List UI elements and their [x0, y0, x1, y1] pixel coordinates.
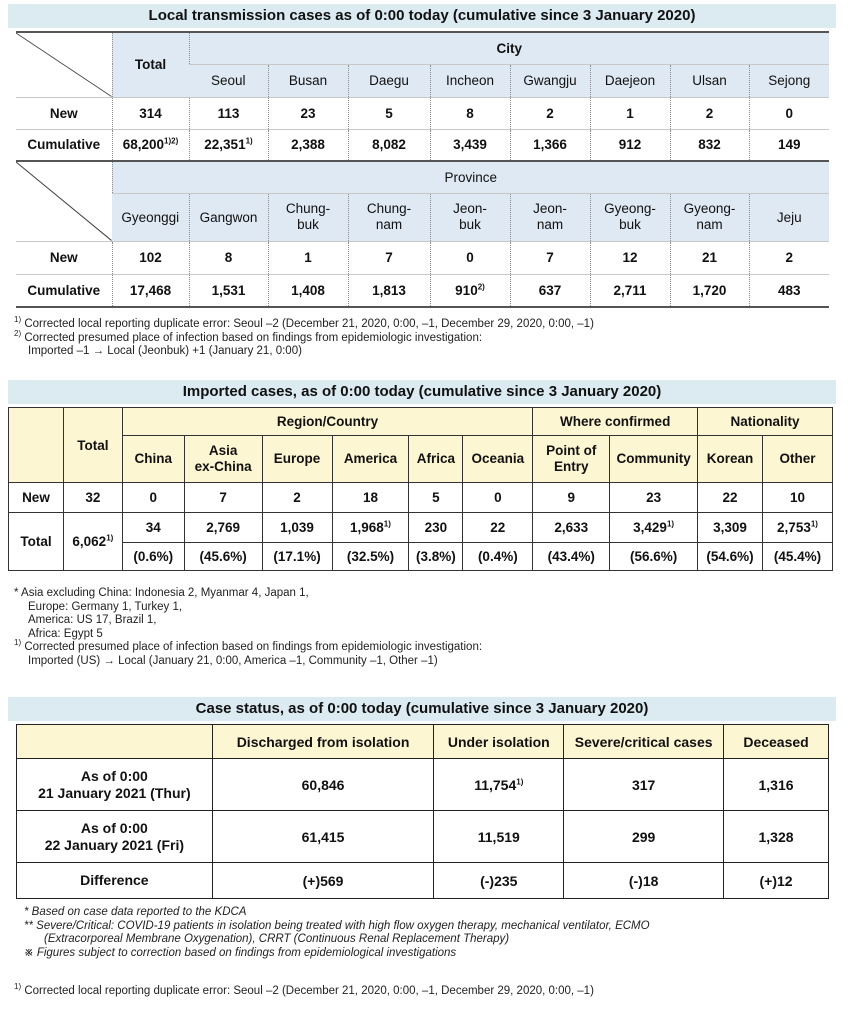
status-value: 317: [564, 759, 724, 811]
footnote-line: Imported –1 → Local (Jeonbuk) +1 (January 21, 0:00): [28, 345, 302, 357]
imported-total-value: 6,062$^{1)}$: [63, 513, 122, 571]
province-new-value: 0: [430, 241, 510, 274]
province-new-label: New: [16, 241, 112, 274]
imported-total-count: 34: [122, 513, 184, 543]
imported-column-header: America: [332, 436, 409, 483]
status-row-label: As of 0:00 21 January 2021 (Thur): [17, 759, 213, 811]
imported-footnotes: [14, 587, 482, 668]
province-name: Jeju: [749, 193, 829, 241]
imported-total-count: 3,429$^{1)}$: [610, 513, 698, 543]
province-name: Gyeong- buk: [590, 193, 670, 241]
nationality-header: Nationality: [698, 408, 833, 436]
city-cumulative-value: $68,200^{1)2)}$: [112, 129, 189, 161]
province-name: Gangwon: [189, 193, 268, 241]
city-cumulative-value: 22,351$^{1)}$: [189, 129, 268, 161]
imported-new-value: 9: [533, 483, 610, 513]
status-row-label: Difference: [17, 863, 213, 899]
status-column-header: Severe/critical cases: [564, 725, 724, 759]
imported-new-value: 32: [63, 483, 122, 513]
province-new-value: 1: [268, 241, 348, 274]
status-value: 60,846: [212, 759, 434, 811]
status-section-title: Case status, as of 0:00 today (cumulative since 3 January 2020): [8, 697, 836, 721]
imported-total-percent: (43.4%): [533, 543, 610, 571]
status-footnotes: [14, 906, 650, 960]
imported-new-value: 18: [332, 483, 409, 513]
imported-new-value: 7: [184, 483, 262, 513]
province-name: Chung- buk: [268, 193, 348, 241]
imported-total-count: 1,039: [262, 513, 332, 543]
province-name: Chung- nam: [348, 193, 430, 241]
province-cumulative-value: 637: [510, 274, 590, 307]
province-cumulative-value: 2,711: [590, 274, 670, 307]
province-cumulative-value: 1,720: [670, 274, 749, 307]
status-corner: [17, 725, 213, 759]
city-new-value: 314: [112, 97, 189, 129]
province-header: Province: [112, 161, 829, 193]
imported-corner: [9, 408, 64, 483]
imported-new-value: 23: [610, 483, 698, 513]
status-value: 1,328: [724, 811, 829, 863]
imported-new-value: 22: [698, 483, 763, 513]
imported-total-count: 230: [409, 513, 463, 543]
city-new-value: 2: [670, 97, 749, 129]
imported-total-percent: (54.6%): [698, 543, 763, 571]
footnote-line: * Asia excluding China: Indonesia 2, Myanmar 4, Japan 1,: [14, 587, 309, 599]
status-note-line: ※ Figures subject to correction based on findings from epidemiological investigations: [24, 946, 457, 959]
imported-total-percent: (45.4%): [763, 543, 833, 571]
province-new-value: 8: [189, 241, 268, 274]
province-cumulative-value: 1,813: [348, 274, 430, 307]
province-new-value: 2: [749, 241, 829, 274]
province-cumulative-value: 1,531: [189, 274, 268, 307]
status-row-label: As of 0:00 22 January 2021 (Fri): [17, 811, 213, 863]
imported-total-percent: (32.5%): [332, 543, 409, 571]
city-cumulative-value: 912: [590, 129, 670, 161]
footnote-line: $^{1)}$ Corrected local reporting duplicate error: Seoul –2 (December 21, 2020, 0:00, –1, December 29, 2020, 0:00, –1): [14, 315, 594, 330]
province-name: Jeon- buk: [430, 193, 510, 241]
local-cases-table: [16, 31, 829, 308]
status-value: 1,316: [724, 759, 829, 811]
imported-total-count: 2,633: [533, 513, 610, 543]
imported-column-header: Other: [763, 436, 833, 483]
case-status-table: [16, 724, 829, 899]
imported-section-title: Imported cases, as of 0:00 today (cumulative since 3 January 2020): [8, 380, 836, 404]
imported-column-header: China: [122, 436, 184, 483]
imported-column-header: Community: [610, 436, 698, 483]
province-cumulative-value: 483: [749, 274, 829, 307]
status-note-line: * Based on case data reported to the KDCA: [24, 906, 247, 918]
city-cumulative-value: 2,388: [268, 129, 348, 161]
status-value: 61,415: [212, 811, 434, 863]
imported-new-value: 5: [409, 483, 463, 513]
city-cumulative-label: Cumulative: [16, 129, 112, 161]
imported-total-percent: (56.6%): [610, 543, 698, 571]
province-new-value: 7: [348, 241, 430, 274]
status-note-line: ** Severe/Critical: COVID-19 patients in isolation being treated with high flow oxygen therapy, mechanical ventilator, ECMO: [24, 919, 650, 932]
footnote-line: $^{2)}$ Corrected presumed place of infection based on findings from epidemiologic investigation:: [14, 328, 483, 344]
province-name: Gyeonggi: [112, 193, 189, 241]
city-cumulative-value: 3,439: [430, 129, 510, 161]
imported-cases-table: [8, 407, 833, 571]
status-column-header: Under isolation: [434, 725, 564, 759]
imported-new-label: New: [9, 483, 64, 513]
status-column-header: Deceased: [724, 725, 829, 759]
status-value: (+)12: [724, 863, 829, 899]
city-name-seoul: Seoul: [189, 64, 268, 97]
status-value: 11,519: [434, 811, 564, 863]
imported-new-value: 10: [763, 483, 833, 513]
imported-total-count: 3,309: [698, 513, 763, 543]
city-new-value: 23: [268, 97, 348, 129]
province-new-value: 102: [112, 241, 189, 274]
city-new-label: New: [16, 97, 112, 129]
city-name-ulsan: Ulsan: [670, 64, 749, 97]
imported-column-header: Oceania: [463, 436, 533, 483]
status-value: (-)235: [434, 863, 564, 899]
city-cumulative-value: 832: [670, 129, 749, 161]
imported-total-row-label: Total: [9, 513, 64, 571]
status-value: (-)18: [564, 863, 724, 899]
footnote-line: Africa: Egypt 5: [28, 627, 103, 640]
footnote-line: America: US 17, Brazil 1,: [28, 614, 157, 626]
city-name-daegu: Daegu: [348, 64, 430, 97]
imported-column-header: Asia ex-China: [184, 436, 262, 483]
status-column-header: Discharged from isolation: [212, 725, 434, 759]
province-name: Jeon- nam: [510, 193, 590, 241]
status-note-line: (Extracorporeal Membrane Oxygenation), CRRT (Continuous Renal Replacement Therapy): [44, 933, 510, 945]
footnote-line: $^{1)}$ Corrected presumed place of infection based on findings from epidemiologic investigation:: [14, 638, 483, 653]
local-city-corner: [16, 32, 112, 97]
imported-column-header: Korean: [698, 436, 763, 483]
city-new-value: 8: [430, 97, 510, 129]
footnote-line: Europe: Germany 1, Turkey 1,: [28, 600, 183, 613]
imported-total-percent: (3.8%): [409, 543, 463, 571]
city-new-value: 2: [510, 97, 590, 129]
city-cumulative-value: 8,082: [348, 129, 430, 161]
province-cumulative-label: Cumulative: [16, 274, 112, 307]
imported-new-value: 0: [463, 483, 533, 513]
city-name-busan: Busan: [268, 64, 348, 97]
city-new-value: 5: [348, 97, 430, 129]
status-value: 11,754$^{1)}$: [434, 759, 564, 811]
imported-total-percent: (17.1%): [262, 543, 332, 571]
city-name-incheon: Incheon: [430, 64, 510, 97]
imported-new-value: 2: [262, 483, 332, 513]
city-new-value: 0: [749, 97, 829, 129]
status-value: (+)569: [212, 863, 434, 899]
local-section-title: Local transmission cases as of 0:00 today (cumulative since 3 January 2020): [8, 4, 836, 28]
city-cumulative-value: 149: [749, 129, 829, 161]
province-cumulative-value: 17,468: [112, 274, 189, 307]
imported-total-count: 2,753$^{1)}$: [763, 513, 833, 543]
footnote-line: Imported (US) → Local (January 21, 0:00, America –1, Community –1, Other –1): [28, 654, 438, 667]
status-footnote: $^{1)}$ Corrected local reporting duplicate error: Seoul –2 (December 21, 2020, 0:00, –1, December 29, 2020, 0:00, –1): [14, 982, 594, 997]
imported-total-count: 2,769: [184, 513, 262, 543]
province-name: Gyeong- nam: [670, 193, 749, 241]
imported-total-percent: (0.4%): [463, 543, 533, 571]
city-new-value: 113: [189, 97, 268, 129]
city-new-value: 1: [590, 97, 670, 129]
local-total-header: Total: [112, 32, 189, 97]
city-name-sejong: Sejong: [749, 64, 829, 97]
imported-total-percent: (45.6%): [184, 543, 262, 571]
imported-column-header: Point of Entry: [533, 436, 610, 483]
city-cumulative-value: 1,366: [510, 129, 590, 161]
imported-total-count: 1,968$^{1)}$: [332, 513, 409, 543]
local-footnotes: [14, 315, 594, 359]
imported-column-header: Europe: [262, 436, 332, 483]
local-province-corner: [16, 161, 112, 241]
imported-total-count: 22: [463, 513, 533, 543]
city-name-daejeon: Daejeon: [590, 64, 670, 97]
city-header: City: [189, 32, 829, 64]
region-country-header: Region/Country: [122, 408, 532, 436]
province-new-value: 21: [670, 241, 749, 274]
imported-column-header: Africa: [409, 436, 463, 483]
status-value: 299: [564, 811, 724, 863]
where-confirmed-header: Where confirmed: [533, 408, 698, 436]
imported-total-header: Total: [63, 408, 122, 483]
imported-new-value: 0: [122, 483, 184, 513]
province-new-value: 12: [590, 241, 670, 274]
imported-total-percent: (0.6%): [122, 543, 184, 571]
province-cumulative-value: 1,408: [268, 274, 348, 307]
province-cumulative-value: 910$^{2)}$: [430, 274, 510, 307]
province-new-value: 7: [510, 241, 590, 274]
city-name-gwangju: Gwangju: [510, 64, 590, 97]
